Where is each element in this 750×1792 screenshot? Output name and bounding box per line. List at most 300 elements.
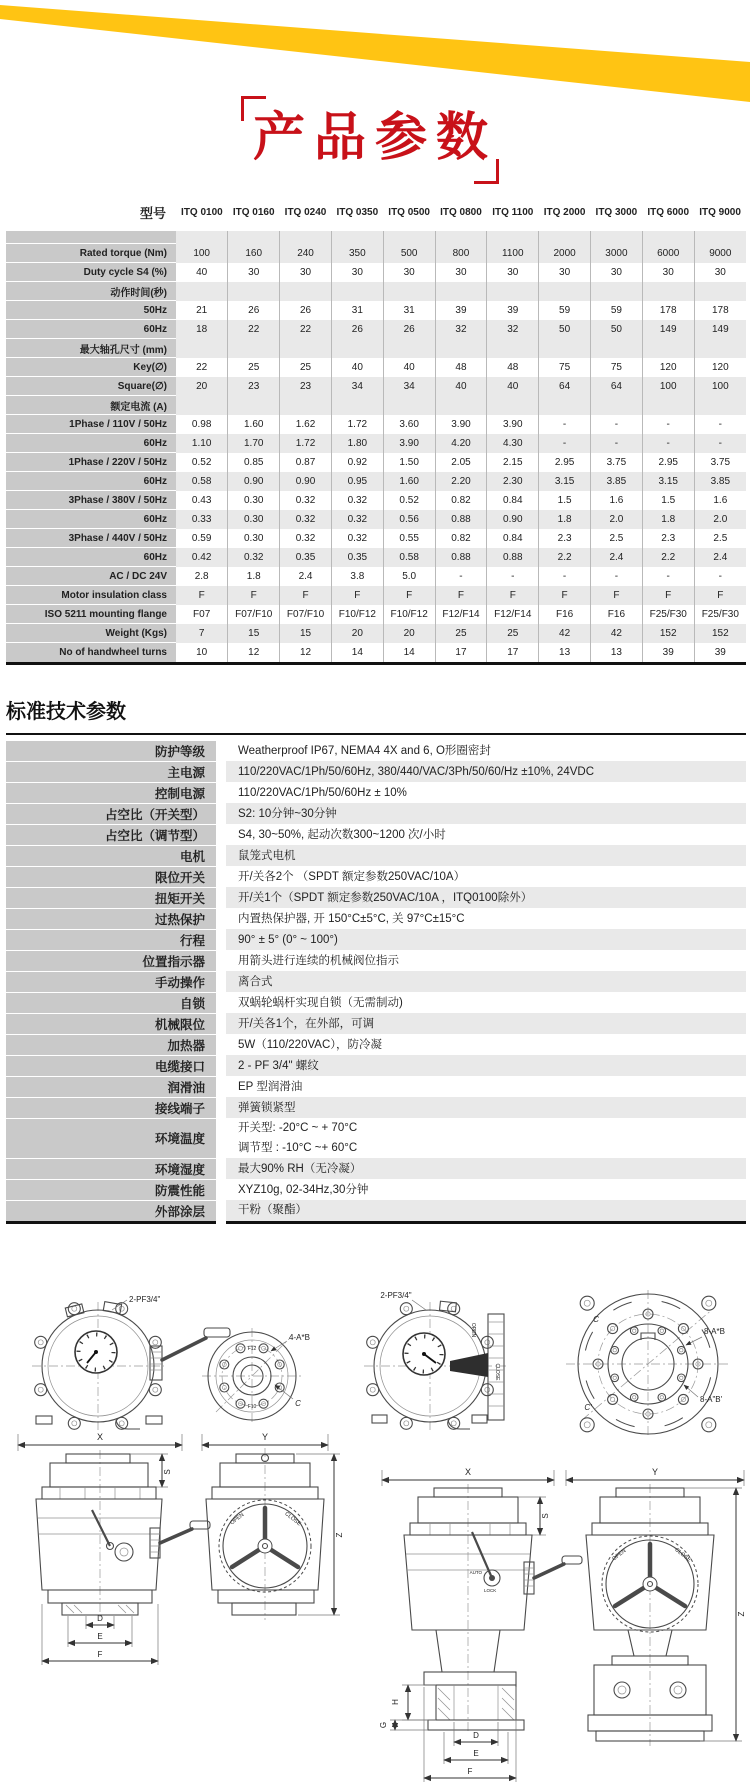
spec-cell: 0.82 xyxy=(435,491,487,510)
spec-cell: 1.60 xyxy=(228,415,280,434)
model-column-header: ITQ 0100 xyxy=(176,200,228,229)
spec-cell: 2.30 xyxy=(487,472,539,491)
spec-section-row xyxy=(6,396,746,415)
tech-row-label: 过热保护 xyxy=(6,908,221,929)
spec-cell: 32 xyxy=(487,320,539,339)
spec-cell: 39 xyxy=(642,643,694,664)
spec-cell xyxy=(176,229,228,244)
spec-cell: 5.0 xyxy=(383,567,435,586)
spec-cell: 0.32 xyxy=(331,529,383,548)
spec-cell: 32 xyxy=(435,320,487,339)
spec-cell: 0.90 xyxy=(228,472,280,491)
spec-row-label: Key(∅) xyxy=(6,358,176,377)
spec-cell: 40 xyxy=(435,377,487,396)
title-corner-bracket-bottom-right xyxy=(474,159,499,184)
spec-section-row xyxy=(6,339,746,358)
bolt-hole xyxy=(370,1387,375,1392)
bolt-hole xyxy=(481,1336,493,1348)
spec-cell: 2.95 xyxy=(642,453,694,472)
tech-row xyxy=(6,761,746,782)
spec-cell: 3.75 xyxy=(591,453,643,472)
spec-cell: - xyxy=(591,434,643,453)
tech-row-value xyxy=(221,950,746,971)
spec-cell: 2.0 xyxy=(694,510,746,529)
spec-cell: F xyxy=(487,586,539,605)
bolt-hole xyxy=(660,1395,663,1398)
tech-row-label: 位置指示器 xyxy=(6,950,221,971)
spec-cell: 40 xyxy=(487,377,539,396)
bolt-hole xyxy=(448,1302,460,1314)
tech-row-value xyxy=(221,992,746,1013)
spec-cell: 22 xyxy=(280,320,332,339)
bolts4-label: 4-A*B xyxy=(289,1332,310,1342)
bolt-hole xyxy=(584,1300,590,1306)
tech-value-line: 开/关1个（SPDT 额定参数250VAC/10A ，ITQ0100除外） xyxy=(238,891,533,904)
pf34-label: 2-PF3/4" xyxy=(129,1294,161,1304)
tech-params-title: 标准技术参数 xyxy=(6,695,746,735)
spec-cell xyxy=(331,339,383,358)
bolt-hole xyxy=(702,1417,716,1431)
tech-row-label: 占空比（调节型） xyxy=(6,824,221,845)
tech-value-line: 110/220VAC/1Ph/50/60Hz ± 10% xyxy=(238,786,407,799)
dim-e: E xyxy=(473,1748,479,1758)
bolt-hole xyxy=(580,1417,594,1431)
spec-cell: 3.90 xyxy=(435,415,487,434)
tech-row-value xyxy=(221,1097,746,1118)
spec-cell: 2.5 xyxy=(694,529,746,548)
model-header-row xyxy=(6,200,746,229)
tech-row-label: 占空比（开关型） xyxy=(6,803,221,824)
spec-cell xyxy=(176,396,228,415)
spec-cell: 3.8 xyxy=(331,567,383,586)
tech-row-value xyxy=(221,929,746,950)
auto-label: AUTO xyxy=(469,1569,482,1575)
spec-cell: 149 xyxy=(694,320,746,339)
bolt-hole xyxy=(613,1348,616,1351)
spec-cell: F xyxy=(694,586,746,605)
spec-cell: 3.15 xyxy=(539,472,591,491)
tech-row-label: 接线端子 xyxy=(6,1097,221,1118)
tech-row xyxy=(6,1118,746,1158)
bolt-hole xyxy=(220,1383,229,1392)
spec-cell: F16 xyxy=(591,605,643,624)
spec-cell: 0.85 xyxy=(228,453,280,472)
spec-cell: 31 xyxy=(331,301,383,320)
spec-cell: F07/F10 xyxy=(228,605,280,624)
spec-cell: 1.8 xyxy=(642,510,694,529)
spec-cell: 1.70 xyxy=(228,434,280,453)
drawing-flange-4bolt xyxy=(202,1328,310,1424)
model-spec-table xyxy=(6,200,746,665)
spec-cell: 59 xyxy=(539,301,591,320)
spec-cell: 0.82 xyxy=(435,529,487,548)
spec-row-label: 3Phase / 440V / 50Hz xyxy=(6,529,176,548)
spec-cell: 3.15 xyxy=(642,472,694,491)
spec-cell: 2.0 xyxy=(591,510,643,529)
spec-cell: F16 xyxy=(539,605,591,624)
drawing-left-front-view xyxy=(32,1295,230,1430)
spec-cell: 2.2 xyxy=(642,548,694,567)
bolt-hole xyxy=(633,1329,636,1332)
dim-g: G xyxy=(379,1721,388,1728)
spec-cell: 34 xyxy=(383,377,435,396)
spec-cell: 64 xyxy=(591,377,643,396)
section-c-prime-label: C' xyxy=(584,1402,592,1412)
tech-row-value xyxy=(221,845,746,866)
spec-cell: 0.35 xyxy=(280,548,332,567)
spec-cell: 0.95 xyxy=(331,472,383,491)
spec-cell: 2.5 xyxy=(591,529,643,548)
spec-cell: 75 xyxy=(591,358,643,377)
spec-data-row xyxy=(6,434,746,453)
tech-row xyxy=(6,929,746,950)
spec-cell: 152 xyxy=(642,624,694,643)
dim-y: Y xyxy=(261,1431,269,1442)
spec-cell: - xyxy=(435,567,487,586)
spec-cell xyxy=(228,282,280,301)
spec-cell xyxy=(539,229,591,244)
spec-cell: 39 xyxy=(487,301,539,320)
spec-cell xyxy=(694,282,746,301)
spec-cell: 1.8 xyxy=(539,510,591,529)
section-c-label: C xyxy=(593,1314,599,1324)
spec-cell: F xyxy=(435,586,487,605)
drawing-right-side-view-2 xyxy=(566,1467,746,1746)
tech-value-line: 干粉（聚酯） xyxy=(238,1204,307,1217)
model-column-header: ITQ 0240 xyxy=(280,200,332,229)
spec-cell: 0.88 xyxy=(435,510,487,529)
spec-cell: 30 xyxy=(435,263,487,282)
spec-row-label: Weight (Kgs) xyxy=(6,624,176,643)
tech-row-label: 外部涂层 xyxy=(6,1200,221,1222)
spec-cell: 0.35 xyxy=(331,548,383,567)
spec-cell: 240 xyxy=(280,244,332,263)
spec-cell: 4.30 xyxy=(487,434,539,453)
tech-row-value xyxy=(221,1013,746,1034)
dim-s: S xyxy=(163,1468,172,1475)
spec-cell xyxy=(383,339,435,358)
spec-cell: 21 xyxy=(176,301,228,320)
dim-x: X xyxy=(96,1431,104,1442)
spec-cell: 100 xyxy=(176,244,228,263)
bolt-hole xyxy=(706,1300,712,1306)
spec-cell: 30 xyxy=(642,263,694,282)
spec-cell: 800 xyxy=(435,244,487,263)
spec-row-label: AC / DC 24V xyxy=(6,567,176,586)
close-label: CLOSE xyxy=(283,1510,302,1527)
spec-cell: 15 xyxy=(280,624,332,643)
dim-y: Y xyxy=(651,1466,659,1477)
bolt-hole xyxy=(35,1383,47,1395)
spec-cell: - xyxy=(642,434,694,453)
spec-cell: 120 xyxy=(642,358,694,377)
bolts8-label: 8-A*B xyxy=(704,1326,725,1336)
tech-row xyxy=(6,971,746,992)
spec-cell: 0.42 xyxy=(176,548,228,567)
model-column-header: ITQ 0800 xyxy=(435,200,487,229)
spec-cell: 0.84 xyxy=(487,491,539,510)
tech-value-line: 5W（110/220VAC），防冷凝 xyxy=(238,1038,383,1051)
spec-cell: 30 xyxy=(280,263,332,282)
spec-row-label: 60Hz xyxy=(6,510,176,529)
spec-cell: F07/F10 xyxy=(280,605,332,624)
spec-cell: 0.92 xyxy=(331,453,383,472)
spec-cell: 1.8 xyxy=(228,567,280,586)
spec-cell: 120 xyxy=(694,358,746,377)
spec-cell: F10/F12 xyxy=(331,605,383,624)
spec-cell: 0.58 xyxy=(383,548,435,567)
spec-row-label: Motor insulation class xyxy=(6,586,176,605)
spec-cell xyxy=(383,229,435,244)
tech-params-table xyxy=(6,735,746,1224)
spec-cell: - xyxy=(539,434,591,453)
bolt-hole xyxy=(610,1326,614,1330)
spec-cell: 1.10 xyxy=(176,434,228,453)
spec-cell: 30 xyxy=(228,263,280,282)
spec-row-label: 60Hz xyxy=(6,548,176,567)
bolt-hole xyxy=(222,1385,226,1389)
spec-cell xyxy=(487,282,539,301)
tech-row-value xyxy=(221,971,746,992)
tech-value-line: 调节型 : -10°C ~+ 60°C xyxy=(238,1142,358,1154)
spec-cell: 18 xyxy=(176,320,228,339)
tech-row-value xyxy=(221,1179,746,1200)
dim-h: H xyxy=(391,1698,400,1705)
spec-cell: - xyxy=(694,434,746,453)
spec-cell: - xyxy=(642,415,694,434)
spec-cell: 0.84 xyxy=(487,529,539,548)
yellow-ribbon xyxy=(0,0,750,110)
spec-cell: 0.52 xyxy=(383,491,435,510)
spec-data-row xyxy=(6,624,746,643)
spec-cell: 0.43 xyxy=(176,491,228,510)
bolt-hole xyxy=(485,1339,490,1344)
bolt-hole xyxy=(608,1323,618,1333)
spec-data-row xyxy=(6,510,746,529)
bolt-hole xyxy=(404,1420,409,1425)
spec-cell: 17 xyxy=(487,643,539,664)
bolt-hole xyxy=(451,1420,456,1425)
spec-cell: F07 xyxy=(176,605,228,624)
spec-cell: 40 xyxy=(331,358,383,377)
pf34-label: 2-PF3/4" xyxy=(380,1290,412,1300)
spec-cell: 178 xyxy=(642,301,694,320)
model-column-header: ITQ 0350 xyxy=(331,200,383,229)
spec-cell: 1.6 xyxy=(694,491,746,510)
spec-cell: 1100 xyxy=(487,244,539,263)
bolt-hole xyxy=(149,1383,161,1395)
spec-cell: 39 xyxy=(694,643,746,664)
model-header-label: 型号 xyxy=(6,200,176,229)
spec-cell xyxy=(176,339,228,358)
tech-row xyxy=(6,908,746,929)
spec-cell: 26 xyxy=(228,301,280,320)
tech-row-label: 电缆接口 xyxy=(6,1055,221,1076)
close-label: CLOSE xyxy=(673,1546,692,1563)
spec-cell: 2.20 xyxy=(435,472,487,491)
tech-row xyxy=(6,1179,746,1200)
tech-row-value xyxy=(221,1158,746,1179)
spec-cell: 2000 xyxy=(539,244,591,263)
spec-cell: 0.90 xyxy=(487,510,539,529)
dim-z: Z xyxy=(737,1611,746,1616)
spec-cell xyxy=(642,282,694,301)
tech-value-line: 最大90% RH（无冷凝） xyxy=(238,1162,362,1175)
spec-cell xyxy=(331,229,383,244)
spec-row-label: Rated torque (Nm) xyxy=(6,244,176,263)
spec-row-label: Duty cycle S4 (%) xyxy=(6,263,176,282)
model-column-header: ITQ 0160 xyxy=(228,200,280,229)
drawing-flange-8bolt xyxy=(566,1288,730,1440)
spec-cell xyxy=(228,396,280,415)
spec-cell: 500 xyxy=(383,244,435,263)
spec-cell: - xyxy=(539,567,591,586)
spec-row-label: 动作时间(秒) xyxy=(6,282,176,301)
bolt-hole xyxy=(68,1417,80,1429)
spec-cell xyxy=(591,282,643,301)
tech-value-line: 用箭头进行连续的机械阀位指示 xyxy=(238,954,399,967)
tech-row xyxy=(6,738,746,762)
tech-row xyxy=(6,782,746,803)
dim-f: F xyxy=(97,1649,103,1659)
tech-row xyxy=(6,1158,746,1179)
spec-cell: 152 xyxy=(694,624,746,643)
tech-value-line: 内置热保护器, 开 150°C±5°C, 关 97°C±15°C xyxy=(238,912,465,925)
spec-cell: 178 xyxy=(694,301,746,320)
spec-data-row xyxy=(6,491,746,510)
spec-cell xyxy=(487,396,539,415)
spec-cell: - xyxy=(539,415,591,434)
tech-row-label: 环境温度 xyxy=(6,1118,221,1158)
bolt-hole xyxy=(239,1346,243,1350)
close-label: CLOSE xyxy=(494,1363,500,1380)
tech-row-label: 防护等级 xyxy=(6,738,221,762)
dim-d: D xyxy=(473,1730,479,1740)
spec-cell: - xyxy=(694,567,746,586)
spec-cell xyxy=(539,282,591,301)
spec-section-row xyxy=(6,282,746,301)
spec-cell: 2.95 xyxy=(539,453,591,472)
spec-cell xyxy=(435,339,487,358)
spec-cell: 0.88 xyxy=(435,548,487,567)
bolt-hole xyxy=(610,1397,614,1401)
tech-row xyxy=(6,887,746,908)
title-corner-bracket-top-left xyxy=(241,96,266,121)
tech-row-value xyxy=(221,738,746,762)
spec-cell: F25/F30 xyxy=(642,605,694,624)
spec-cell: 0.98 xyxy=(176,415,228,434)
spec-cell: F xyxy=(539,586,591,605)
tech-row xyxy=(6,824,746,845)
tech-row xyxy=(6,1034,746,1055)
spec-data-row xyxy=(6,567,746,586)
spec-row-label: 50Hz xyxy=(6,301,176,320)
spec-cell: 13 xyxy=(591,643,643,664)
spec-data-row xyxy=(6,548,746,567)
tech-row-label: 环境湿度 xyxy=(6,1158,221,1179)
spec-cell: 1.62 xyxy=(280,415,332,434)
spec-cell: F12/F14 xyxy=(435,605,487,624)
spec-cell xyxy=(435,396,487,415)
spec-cell xyxy=(694,396,746,415)
spec-cell xyxy=(176,282,228,301)
drawing-right-front-view xyxy=(364,1291,506,1430)
spec-cell: 1.6 xyxy=(591,491,643,510)
spec-cell xyxy=(694,339,746,358)
spec-cell: 2.4 xyxy=(591,548,643,567)
bolt-hole xyxy=(680,1348,683,1351)
tech-value-line: S2: 10分钟~30分钟 xyxy=(238,807,337,820)
tech-row-label: 自锁 xyxy=(6,992,221,1013)
tech-value-line: 离合式 xyxy=(238,975,273,988)
tech-value-line: 鼠笼式电机 xyxy=(238,849,296,862)
tech-row-value xyxy=(221,866,746,887)
spec-cell: 30 xyxy=(331,263,383,282)
spec-cell xyxy=(591,396,643,415)
spec-cell: 75 xyxy=(539,358,591,377)
dim-s: S xyxy=(541,1512,550,1519)
spec-cell: 15 xyxy=(228,624,280,643)
tech-value-line: 开/关各1个，在外部，可调 xyxy=(238,1017,375,1030)
bolt-hole xyxy=(367,1383,379,1395)
tech-row xyxy=(6,950,746,971)
tech-row-label: 手动操作 xyxy=(6,971,221,992)
tech-row-value xyxy=(221,1200,746,1222)
spec-row-label: 60Hz xyxy=(6,320,176,339)
spec-cell: 30 xyxy=(591,263,643,282)
spec-data-row xyxy=(6,301,746,320)
spec-cell: 31 xyxy=(383,301,435,320)
spec-data-row xyxy=(6,320,746,339)
spec-cell: 9000 xyxy=(694,244,746,263)
tech-value-line: 弹簧锁紧型 xyxy=(238,1101,296,1114)
spec-cell xyxy=(331,282,383,301)
spec-cell: 2.4 xyxy=(694,548,746,567)
spec-cell: 40 xyxy=(383,358,435,377)
spec-cell: 3.85 xyxy=(694,472,746,491)
spec-cell: 2.3 xyxy=(642,529,694,548)
spec-cell: F xyxy=(642,586,694,605)
tech-row xyxy=(6,1097,746,1118)
spec-cell: 26 xyxy=(280,301,332,320)
spec-cell xyxy=(591,339,643,358)
bolt-hole xyxy=(584,1421,590,1427)
tech-value-line: 90° ± 5° (0° ~ 100°) xyxy=(238,933,338,946)
spec-cell xyxy=(435,282,487,301)
spec-row-label: 最大轴孔尺寸 (mm) xyxy=(6,339,176,358)
tech-row xyxy=(6,845,746,866)
bolt-hole xyxy=(72,1306,77,1311)
spec-cell: F xyxy=(591,586,643,605)
drawing-left-side-view-2 xyxy=(202,1432,344,1620)
spec-cell: 0.30 xyxy=(228,529,280,548)
spec-data-row xyxy=(6,643,746,664)
spec-cell: 48 xyxy=(435,358,487,377)
spec-cell: 12 xyxy=(228,643,280,664)
spec-cell xyxy=(331,396,383,415)
bolt-hole xyxy=(400,1417,412,1429)
spec-cell: 14 xyxy=(383,643,435,664)
spec-data-row xyxy=(6,377,746,396)
spec-cell: 22 xyxy=(176,358,228,377)
spec-cell: 0.52 xyxy=(176,453,228,472)
spec-cell: 50 xyxy=(591,320,643,339)
spec-cell: 22 xyxy=(228,320,280,339)
section-c-label: C xyxy=(295,1398,301,1408)
spec-cell: 23 xyxy=(280,377,332,396)
tech-value-line: 2 - PF 3/4" 螺纹 xyxy=(238,1059,319,1072)
spec-cell: 0.90 xyxy=(280,472,332,491)
